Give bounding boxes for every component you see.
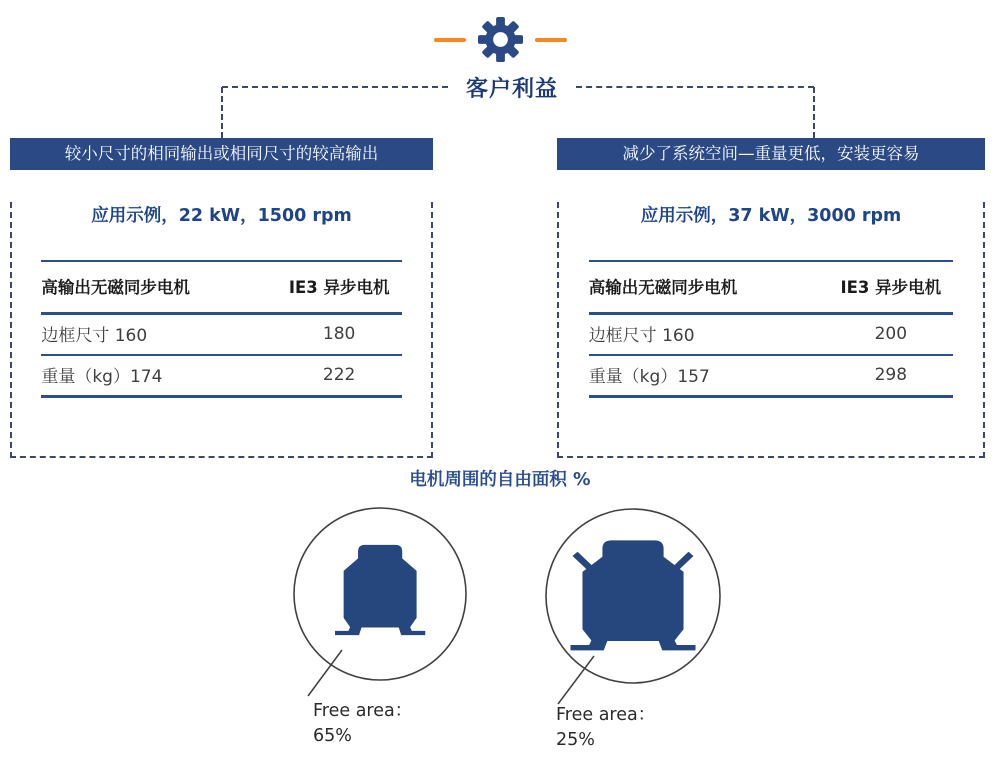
benefit-box-right bbox=[557, 138, 985, 458]
free-area-text: Free area： bbox=[556, 705, 656, 725]
col1-header: 高输出无磁同步电机 bbox=[588, 278, 738, 297]
orange-dash-right bbox=[535, 38, 567, 42]
benefit-box-body bbox=[557, 202, 985, 458]
application-example: 应用示例，37 kW，3000 rpm bbox=[640, 206, 902, 226]
col2-header: IE3 异步电机 bbox=[288, 278, 390, 297]
benefit-box-header: 减少了系统空间—重量更低，安装更容易 bbox=[557, 138, 985, 170]
motor-front-lugs-icon bbox=[571, 540, 696, 650]
col1-header: 高输出无磁同步电机 bbox=[41, 278, 190, 297]
table-header-row bbox=[41, 262, 401, 315]
free-area-label bbox=[556, 703, 655, 752]
leader-line bbox=[308, 650, 342, 696]
free-area-diagram-65 bbox=[292, 506, 468, 731]
gear-icon bbox=[477, 16, 524, 63]
spec-table bbox=[41, 260, 401, 398]
table-row bbox=[41, 356, 401, 398]
row-value: 298 bbox=[874, 364, 908, 385]
free-area-value: 25% bbox=[556, 729, 595, 750]
free-area-value: 65% bbox=[313, 725, 352, 746]
table-header-row bbox=[589, 262, 954, 315]
table-row bbox=[589, 315, 954, 356]
page-title: 客户利益 bbox=[465, 77, 558, 102]
gear-header bbox=[0, 16, 1000, 63]
benefit-box-body bbox=[10, 202, 433, 458]
application-example: 应用示例，22 kW，1500 rpm bbox=[91, 206, 352, 226]
row-value: 200 bbox=[874, 323, 908, 344]
row-label: 边框尺寸 160 bbox=[588, 326, 695, 346]
free-area-label bbox=[313, 699, 412, 748]
row-value: 180 bbox=[322, 323, 356, 344]
row-label: 重量（kg）174 bbox=[41, 367, 163, 387]
table-row bbox=[589, 356, 954, 398]
free-area-title: 电机周围的自由面积 % bbox=[409, 470, 591, 490]
row-label: 重量（kg）157 bbox=[588, 367, 710, 387]
benefit-box-left bbox=[10, 138, 433, 458]
benefit-box-header: 较小尺寸的相同输出或相同尺寸的较高输出 bbox=[10, 138, 433, 170]
table-row bbox=[41, 315, 401, 356]
connector-line bbox=[576, 86, 814, 88]
free-area-text: Free area： bbox=[313, 701, 413, 721]
orange-dash-left bbox=[434, 38, 466, 42]
motor-front-icon bbox=[335, 545, 425, 635]
connector-line bbox=[222, 86, 448, 88]
row-label: 边框尺寸 160 bbox=[41, 326, 148, 346]
col2-header: IE3 异步电机 bbox=[840, 278, 942, 297]
connector-line bbox=[813, 87, 815, 138]
connector-line bbox=[221, 87, 223, 138]
spec-table bbox=[589, 260, 954, 398]
row-value: 222 bbox=[322, 364, 356, 385]
leader-line bbox=[558, 656, 594, 704]
